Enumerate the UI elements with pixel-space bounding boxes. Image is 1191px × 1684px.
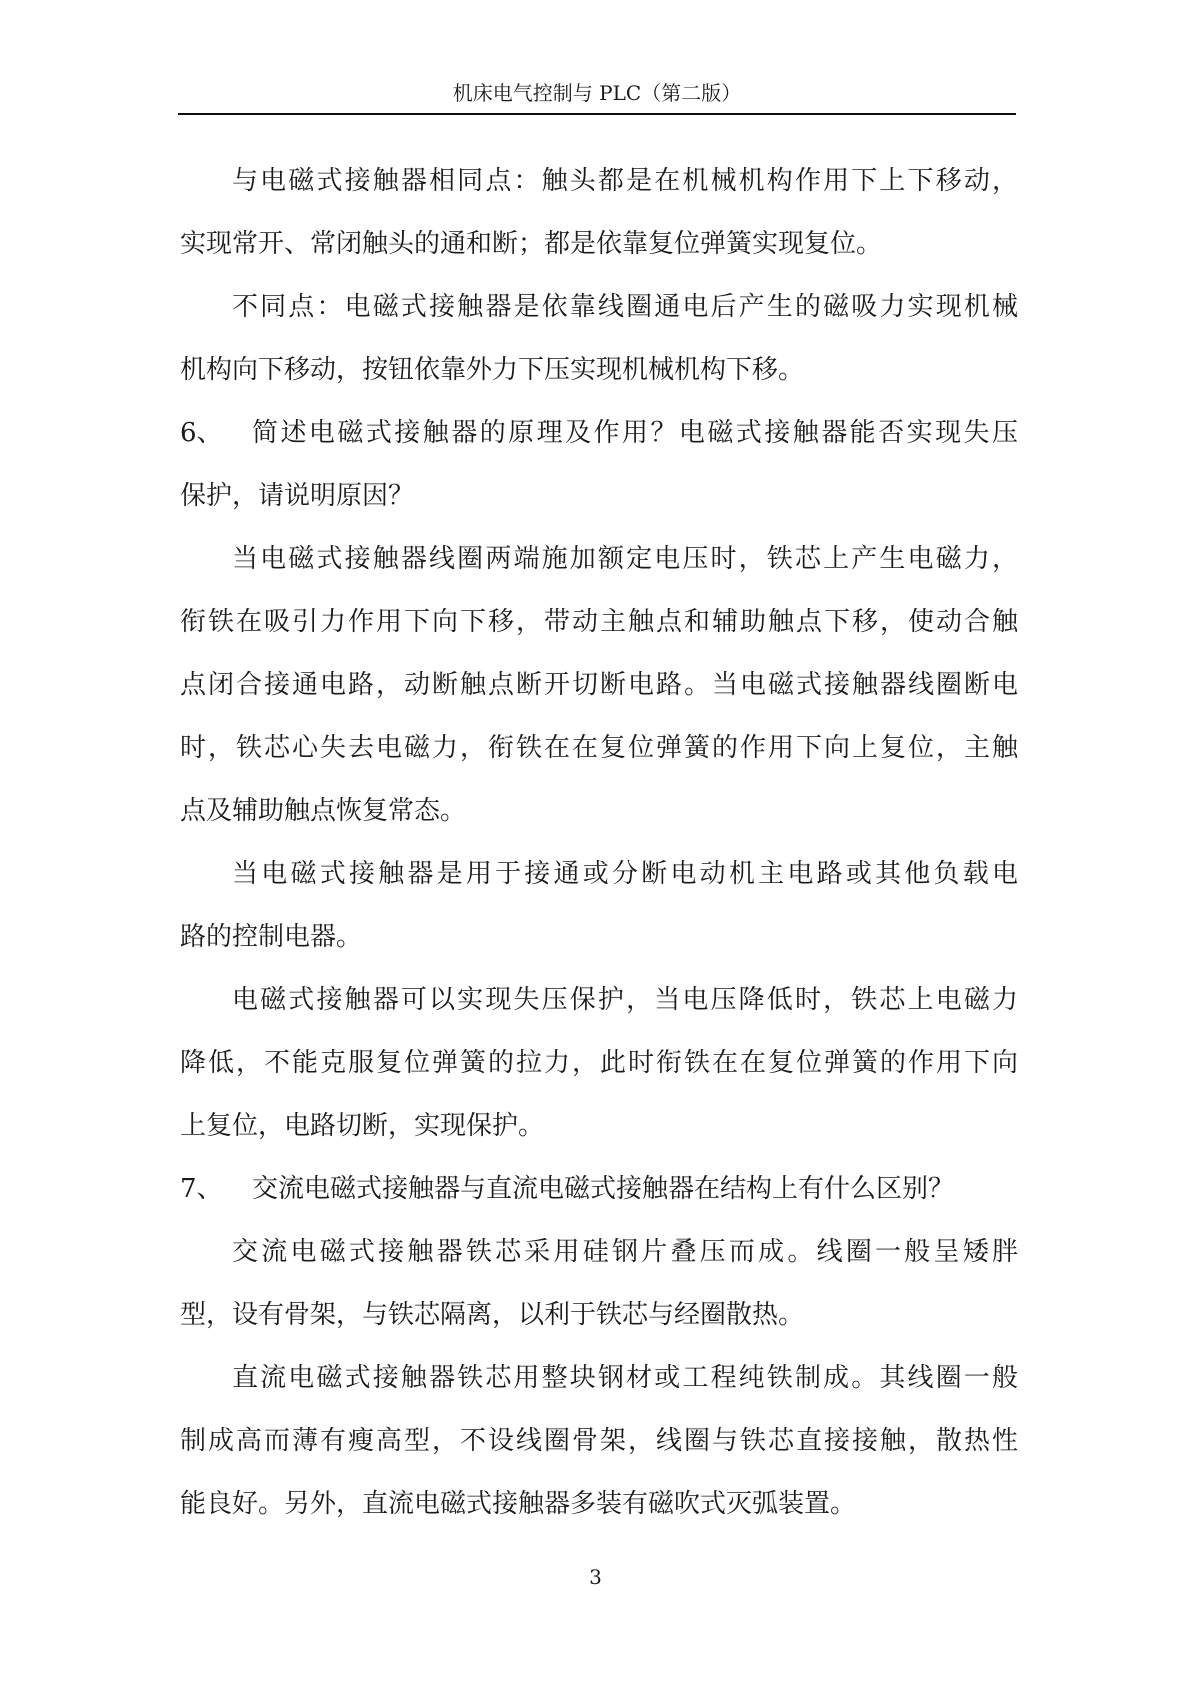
question-line bbox=[180, 402, 1018, 465]
paragraph bbox=[180, 528, 1018, 843]
text-line: 与电磁式接触器相同点：触头都是在机械机构作用下上下移动， bbox=[232, 166, 1018, 196]
text-line: 上复位，电路切断，实现保护。 bbox=[180, 1111, 545, 1141]
paragraph bbox=[180, 1347, 1018, 1536]
question-text: 简述电磁式接触器的原理及作用？电磁式接触器能否实现失压 bbox=[252, 418, 1018, 448]
text-line: 机构向下移动，按钮依靠外力下压实现机械机构下移。 bbox=[180, 355, 805, 385]
paragraph bbox=[180, 150, 1018, 276]
text-line: 交流电磁式接触器铁芯采用硅钢片叠压而成。线圈一般呈矮胖 bbox=[232, 1237, 1018, 1267]
question-number: 7、 bbox=[180, 1174, 223, 1204]
text-line: 保护，请说明原因？ bbox=[180, 481, 415, 511]
text-line: 降低，不能克服复位弹簧的拉力，此时衔铁在在复位弹簧的作用下向 bbox=[180, 1048, 1018, 1078]
question-7 bbox=[180, 1158, 1018, 1221]
header-rule bbox=[178, 113, 1016, 115]
paragraph bbox=[180, 1221, 1018, 1347]
paragraph bbox=[180, 843, 1018, 969]
text-line: 路的控制电器。 bbox=[180, 922, 363, 952]
text-line: 直流电磁式接触器铁芯用整块钢材或工程纯铁制成。其线圈一般 bbox=[232, 1363, 1018, 1393]
text-line: 不同点：电磁式接触器是依靠线圈通电后产生的磁吸力实现机械 bbox=[232, 292, 1018, 322]
text-line: 电磁式接触器可以实现失压保护，当电压降低时，铁芯上电磁力 bbox=[232, 985, 1018, 1015]
page-number: 3 bbox=[589, 1565, 602, 1589]
text-line: 点及辅助触点恢复常态。 bbox=[180, 796, 467, 826]
text-line: 时，铁芯心失去电磁力，衔铁在在复位弹簧的作用下向上复位，主触 bbox=[180, 733, 1018, 763]
text-line: 实现常开、常闭触头的通和断；都是依靠复位弹簧实现复位。 bbox=[180, 229, 883, 259]
question-line bbox=[180, 1158, 1018, 1221]
paragraph bbox=[180, 969, 1018, 1158]
text-line: 当电磁式接触器线圈两端施加额定电压时，铁芯上产生电磁力， bbox=[232, 544, 1018, 574]
text-line: 衔铁在吸引力作用下向下移，带动主触点和辅助触点下移，使动合触 bbox=[180, 607, 1018, 637]
text-line: 制成高而薄有瘦高型，不设线圈骨架，线圈与铁芯直接接触，散热性 bbox=[180, 1426, 1018, 1456]
text-line: 能良好。另外，直流电磁式接触器多装有磁吹式灭弧装置。 bbox=[180, 1489, 857, 1519]
page-body bbox=[180, 150, 1018, 1536]
text-line: 当电磁式接触器是用于接通或分断电动机主电路或其他负载电 bbox=[232, 859, 1018, 889]
question-6 bbox=[180, 402, 1018, 528]
text-line: 点闭合接通电路，动断触点断开切断电路。当电磁式接触器线圈断电 bbox=[180, 670, 1018, 700]
text-line: 型，设有骨架，与铁芯隔离，以利于铁芯与经圈散热。 bbox=[180, 1300, 805, 1330]
paragraph bbox=[180, 276, 1018, 402]
question-number: 6、 bbox=[180, 418, 223, 448]
running-header: 机床电气控制与 PLC（第二版） bbox=[452, 81, 742, 105]
question-text: 交流电磁式接触器与直流电磁式接触器在结构上有什么区别？ bbox=[252, 1174, 955, 1204]
